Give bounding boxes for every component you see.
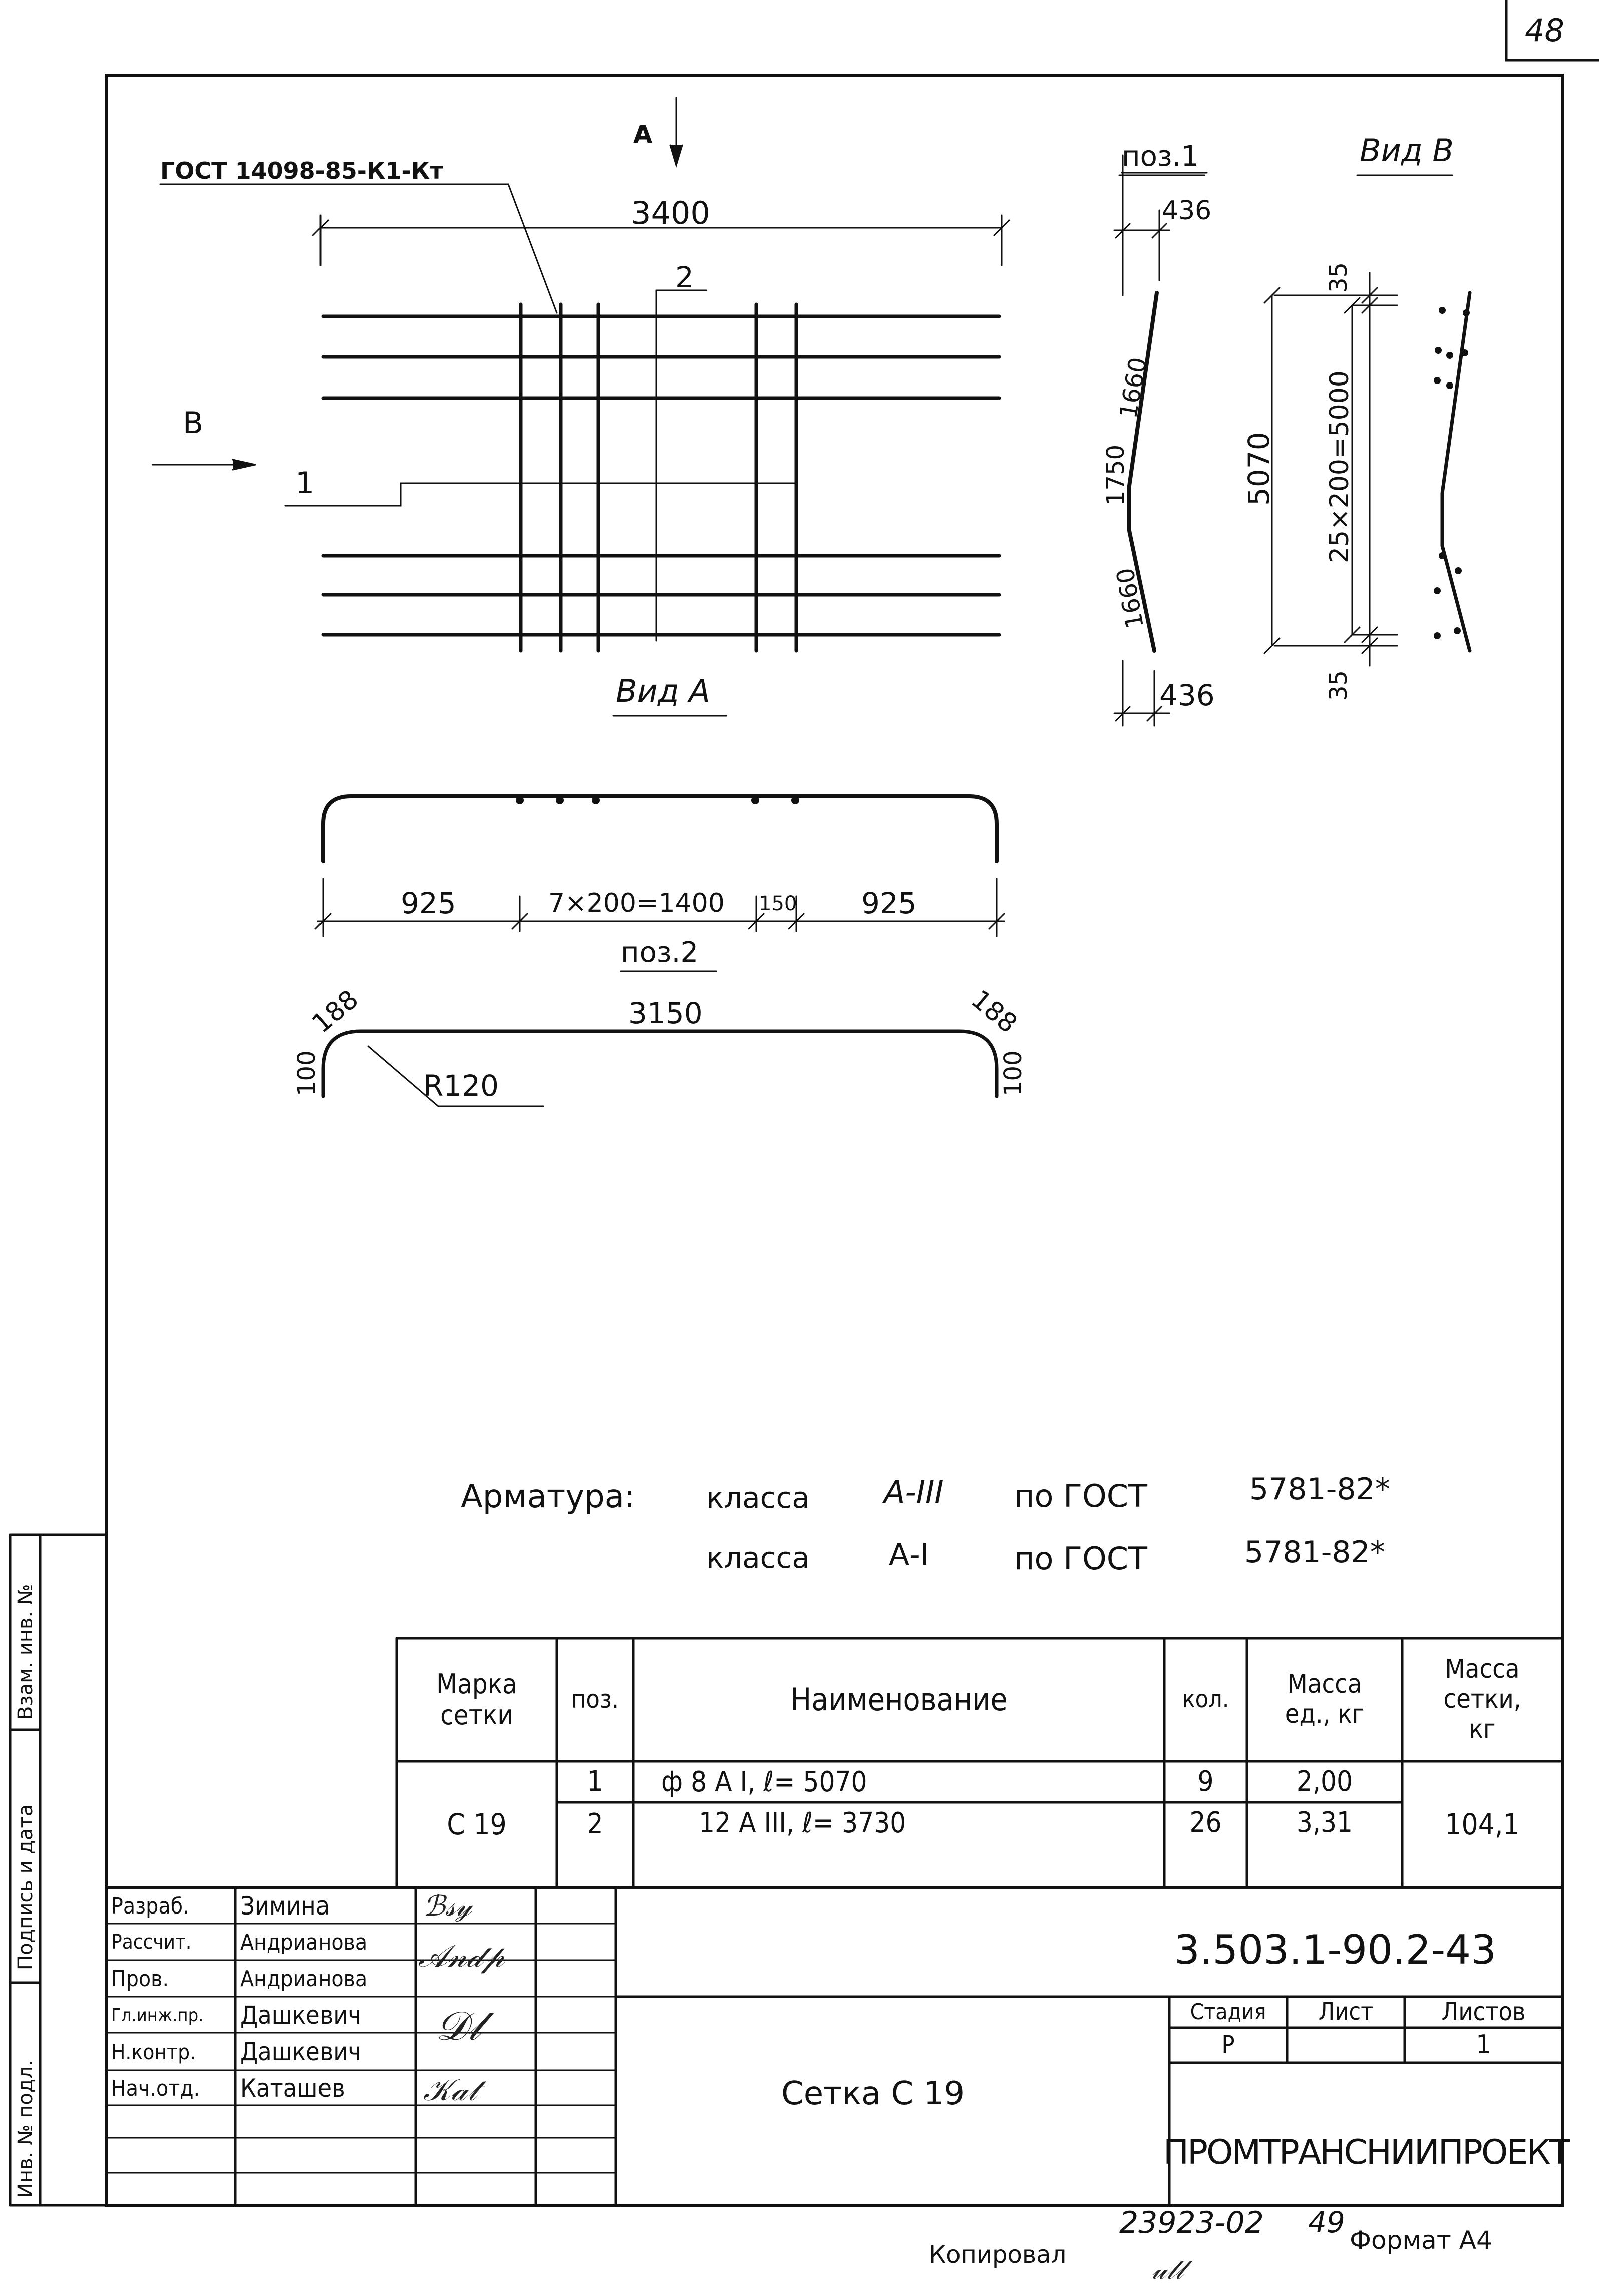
gost-label: ГОСТ 14098-85-К1-Кт bbox=[160, 157, 443, 184]
pos2-caption: поз.2 bbox=[621, 936, 699, 969]
notes-line1-by: по ГОСТ bbox=[1014, 1478, 1147, 1514]
row1-name: ф 8 А I, ℓ= 5070 bbox=[661, 1765, 867, 1798]
view-a-caption: Вид А bbox=[616, 673, 710, 709]
pos1-seg-bottom: 1660 bbox=[1111, 565, 1150, 631]
pos2-bend-right: 188 bbox=[965, 984, 1023, 1039]
pos1-dim-bottom: 436 bbox=[1159, 678, 1215, 712]
side-inv-no: Инв. № подл. bbox=[14, 2060, 37, 2198]
sheet-title: Сетка С 19 bbox=[781, 2075, 965, 2112]
role-6: Нач.отд. bbox=[111, 2075, 200, 2101]
row1-pos: 1 bbox=[587, 1765, 603, 1798]
row1-qty: 9 bbox=[1197, 1765, 1214, 1798]
page-number: 48 bbox=[1525, 12, 1564, 49]
sheet-label: Лист bbox=[1318, 1998, 1374, 2026]
pos-marker-2: 2 bbox=[675, 260, 694, 294]
doc-code: 3.503.1-90.2-43 bbox=[1174, 1927, 1497, 1973]
pos2-leg-right: 100 bbox=[999, 1050, 1027, 1096]
name-5: Дашкевич bbox=[240, 2037, 362, 2066]
pos2-radius: R120 bbox=[423, 1069, 499, 1103]
view-b-caption: Вид В bbox=[1360, 132, 1454, 169]
signature-1: ℬ𝓈𝓎 bbox=[423, 1890, 472, 1923]
name-3: Андрианова bbox=[240, 1966, 368, 1992]
row2-qty: 26 bbox=[1189, 1806, 1222, 1839]
pos2-bend-left: 188 bbox=[306, 984, 364, 1039]
pos1-caption: поз.1 bbox=[1122, 140, 1199, 173]
row2-mass-unit: 3,31 bbox=[1296, 1806, 1353, 1839]
dim-gap: 150 bbox=[759, 892, 797, 915]
header-pos: поз. bbox=[571, 1685, 619, 1714]
footer-archive-no: 23923-02 bbox=[1119, 2205, 1264, 2240]
name-4: Дашкевич bbox=[240, 2001, 362, 2030]
dim-right: 925 bbox=[861, 886, 917, 920]
footer-copied: Копировал bbox=[929, 2241, 1067, 2269]
header-mark: Марка сетки bbox=[436, 1668, 517, 1731]
pos1-dim-top: 436 bbox=[1162, 196, 1212, 226]
row2-pos: 2 bbox=[587, 1808, 603, 1840]
footer-format: Формат А4 bbox=[1350, 2226, 1492, 2255]
pos1-bar bbox=[1114, 155, 1207, 726]
mark-value: С 19 bbox=[447, 1807, 507, 1841]
notes-line1-grade: А-III bbox=[884, 1474, 944, 1510]
view-arrow-b-label: В bbox=[183, 406, 204, 441]
view-b-edge-top: 35 bbox=[1325, 262, 1353, 293]
role-1: Разраб. bbox=[111, 1893, 189, 1919]
role-2: Рассчит. bbox=[111, 1931, 192, 1954]
stage-value: Р bbox=[1221, 2031, 1235, 2059]
header-mass-unit: Масса ед., кг bbox=[1285, 1669, 1365, 1729]
pos1-seg-top: 1660 bbox=[1114, 355, 1153, 421]
role-5: Н.контр. bbox=[111, 2039, 196, 2064]
side-sign-date: Подпись и дата bbox=[14, 1804, 37, 1970]
header-mass-total: Масса сетки, кг bbox=[1443, 1654, 1521, 1744]
pos2-length: 3150 bbox=[628, 996, 703, 1030]
view-b bbox=[1119, 175, 1470, 666]
dim-total-width: 3400 bbox=[631, 195, 710, 231]
signature-2: 𝒜𝓃𝒹𝓅 bbox=[418, 1938, 505, 1974]
side-replace-inv: Взам. инв. № bbox=[14, 1584, 37, 1720]
name-6: Каташев bbox=[240, 2074, 345, 2103]
header-qty: кол. bbox=[1182, 1685, 1229, 1714]
notes-line2-class: класса bbox=[706, 1541, 810, 1575]
notes-line2-by: по ГОСТ bbox=[1014, 1540, 1147, 1577]
mass-total-value: 104,1 bbox=[1445, 1807, 1520, 1841]
sheet-value bbox=[1288, 2029, 1404, 2062]
footer-page-no: 49 bbox=[1308, 2205, 1345, 2239]
view-arrow-a-label: А bbox=[633, 121, 653, 149]
stage-label: Стадия bbox=[1190, 1999, 1266, 2025]
header-name: Наименование bbox=[790, 1681, 1008, 1718]
signature-3: 𝒟𝓁 bbox=[436, 2003, 481, 2049]
role-3: Пров. bbox=[111, 1966, 169, 1992]
pos1-seg-mid: 1750 bbox=[1102, 444, 1130, 506]
signature-4: 𝒦𝒶𝓉 bbox=[423, 2073, 478, 2108]
notes-label: Арматура: bbox=[461, 1478, 635, 1515]
pos-marker-1: 1 bbox=[295, 466, 315, 501]
notes-line1-class: класса bbox=[706, 1481, 810, 1515]
name-2: Андрианова bbox=[240, 1929, 368, 1955]
role-4: Гл.инж.пр. bbox=[111, 2005, 204, 2026]
pos2-leg-left: 100 bbox=[293, 1050, 321, 1096]
notes-line2-grade: А-I bbox=[889, 1537, 929, 1572]
notes-line2-std: 5781-82* bbox=[1244, 1535, 1385, 1570]
footer-signature: 𝓊𝓁𝓁 bbox=[1152, 2255, 1184, 2285]
row1-mass-unit: 2,00 bbox=[1296, 1765, 1353, 1798]
sheets-value: 1 bbox=[1476, 2030, 1491, 2060]
view-b-overall: 5070 bbox=[1242, 432, 1276, 506]
mesh-plan bbox=[323, 304, 999, 651]
organization: ПРОМТРАНСНИИПРОЕКТ bbox=[1163, 2132, 1569, 2172]
row2-name: 12 А III, ℓ= 3730 bbox=[699, 1806, 906, 1839]
notes-line1-std: 5781-82* bbox=[1249, 1472, 1390, 1507]
name-1: Зимина bbox=[240, 1891, 330, 1921]
view-b-spacing: 25×200=5000 bbox=[1325, 370, 1355, 563]
plan-dimensions bbox=[153, 98, 1009, 716]
dim-mid: 7×200=1400 bbox=[548, 888, 725, 918]
view-b-edge-bottom: 35 bbox=[1325, 670, 1353, 701]
sheets-label: Листов bbox=[1441, 1997, 1526, 2027]
dim-left: 925 bbox=[401, 886, 456, 920]
